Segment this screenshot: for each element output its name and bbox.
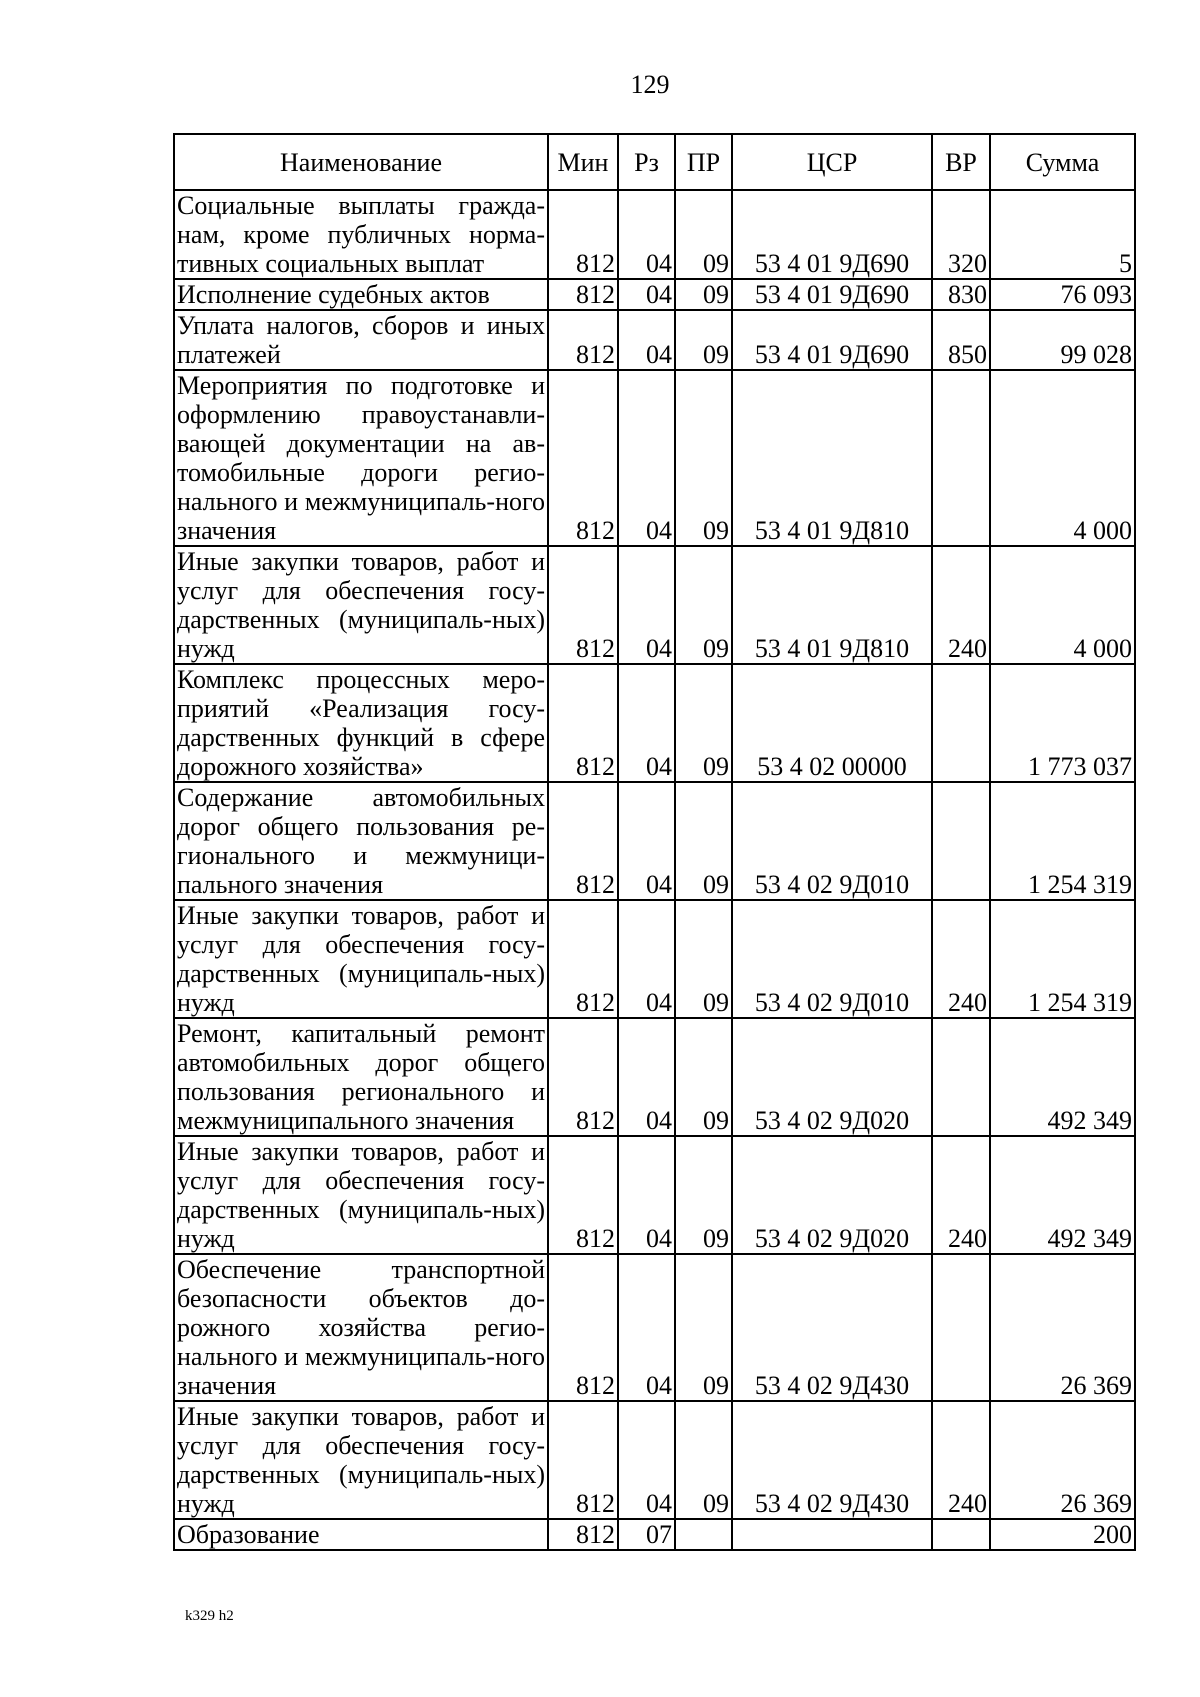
cell-csr: 53 4 01 9Д690: [732, 190, 932, 279]
cell-name: Образование: [174, 1519, 548, 1550]
cell-vr: 240: [932, 1136, 990, 1254]
cell-csr: 53 4 02 00000: [732, 664, 932, 782]
cell-min: 812: [548, 1401, 618, 1519]
table-row: [174, 1136, 1135, 1254]
cell-min: 812: [548, 546, 618, 664]
cell-min: 812: [548, 1136, 618, 1254]
cell-rz: 04: [618, 190, 675, 279]
budget-table: [173, 133, 1136, 1551]
cell-pr: 09: [675, 1401, 732, 1519]
cell-name: Мероприятия по подготовке и оформлению правоустанавли-вающей документации на ав-томобильные дороги регио-нального и межмуниципаль-ного значения: [174, 370, 548, 546]
cell-min: 812: [548, 370, 618, 546]
cell-sum: 1 773 037: [990, 664, 1135, 782]
cell-csr: 53 4 02 9Д020: [732, 1018, 932, 1136]
table-row: [174, 546, 1135, 664]
cell-vr: [932, 782, 990, 900]
table-row: [174, 190, 1135, 279]
cell-pr: 09: [675, 1136, 732, 1254]
cell-name: Комплекс процессных меро-приятий «Реализация госу-дарственных функций в сфере дорожного хозяйства»: [174, 664, 548, 782]
cell-vr: [932, 1018, 990, 1136]
cell-pr: 09: [675, 1254, 732, 1401]
cell-vr: [932, 664, 990, 782]
page-number: 129: [630, 70, 670, 99]
cell-rz: 07: [618, 1519, 675, 1550]
header-pr: ПР: [675, 134, 732, 190]
cell-vr: [932, 1254, 990, 1401]
header-min: Мин: [548, 134, 618, 190]
cell-pr: 09: [675, 370, 732, 546]
cell-vr: 850: [932, 310, 990, 370]
cell-sum: 1 254 319: [990, 900, 1135, 1018]
cell-pr: 09: [675, 310, 732, 370]
cell-min: 812: [548, 1254, 618, 1401]
cell-name: Содержание автомобильных дорог общего пользования ре-гионального и межмуници-пального значения: [174, 782, 548, 900]
cell-csr: 53 4 02 9Д430: [732, 1401, 932, 1519]
header-sum: Сумма: [990, 134, 1135, 190]
cell-pr: 09: [675, 664, 732, 782]
cell-vr: 240: [932, 546, 990, 664]
header-vr: ВР: [932, 134, 990, 190]
cell-rz: 04: [618, 310, 675, 370]
cell-sum: 99 028: [990, 310, 1135, 370]
cell-sum: 76 093: [990, 279, 1135, 310]
cell-name: Иные закупки товаров, работ и услуг для обеспечения госу-дарственных (муниципаль-ных) нужд: [174, 900, 548, 1018]
cell-name: Исполнение судебных актов: [174, 279, 548, 310]
cell-vr: [932, 370, 990, 546]
cell-rz: 04: [618, 782, 675, 900]
cell-min: 812: [548, 1519, 618, 1550]
cell-name: Уплата налогов, сборов и иных платежей: [174, 310, 548, 370]
header-csr: ЦСР: [732, 134, 932, 190]
table-row: [174, 1519, 1135, 1550]
table-row: [174, 310, 1135, 370]
cell-csr: 53 4 01 9Д810: [732, 546, 932, 664]
cell-sum: 4 000: [990, 370, 1135, 546]
cell-csr: 53 4 02 9Д430: [732, 1254, 932, 1401]
cell-pr: 09: [675, 546, 732, 664]
cell-rz: 04: [618, 546, 675, 664]
cell-pr: [675, 1519, 732, 1550]
cell-sum: 200: [990, 1519, 1135, 1550]
cell-csr: 53 4 02 9Д010: [732, 900, 932, 1018]
cell-sum: 492 349: [990, 1136, 1135, 1254]
cell-pr: 09: [675, 782, 732, 900]
cell-name: Социальные выплаты гражда-нам, кроме публичных норма-тивных социальных выплат: [174, 190, 548, 279]
header-row: [174, 134, 1135, 190]
cell-csr: 53 4 01 9Д690: [732, 310, 932, 370]
table-row: [174, 1018, 1135, 1136]
cell-vr: [932, 1519, 990, 1550]
cell-rz: 04: [618, 664, 675, 782]
cell-vr: 320: [932, 190, 990, 279]
cell-name: Иные закупки товаров, работ и услуг для обеспечения госу-дарственных (муниципаль-ных) нужд: [174, 1136, 548, 1254]
cell-pr: 09: [675, 279, 732, 310]
header-rz: Рз: [618, 134, 675, 190]
cell-vr: 240: [932, 1401, 990, 1519]
cell-min: 812: [548, 900, 618, 1018]
cell-min: 812: [548, 279, 618, 310]
cell-csr: 53 4 01 9Д810: [732, 370, 932, 546]
cell-rz: 04: [618, 1254, 675, 1401]
cell-name: Иные закупки товаров, работ и услуг для обеспечения госу-дарственных (муниципаль-ных) нужд: [174, 546, 548, 664]
cell-rz: 04: [618, 1401, 675, 1519]
cell-sum: 26 369: [990, 1254, 1135, 1401]
table-row: [174, 279, 1135, 310]
table-row: [174, 664, 1135, 782]
cell-sum: 26 369: [990, 1401, 1135, 1519]
cell-sum: 4 000: [990, 546, 1135, 664]
table-row: [174, 900, 1135, 1018]
cell-rz: 04: [618, 279, 675, 310]
cell-pr: 09: [675, 1018, 732, 1136]
cell-min: 812: [548, 310, 618, 370]
cell-rz: 04: [618, 900, 675, 1018]
cell-pr: 09: [675, 900, 732, 1018]
cell-csr: 53 4 01 9Д690: [732, 279, 932, 310]
cell-csr: 53 4 02 9Д010: [732, 782, 932, 900]
cell-min: 812: [548, 782, 618, 900]
header-name: Наименование: [174, 134, 548, 190]
table-row: [174, 1254, 1135, 1401]
table-header: [174, 134, 1135, 190]
cell-min: 812: [548, 1018, 618, 1136]
cell-name: Иные закупки товаров, работ и услуг для обеспечения госу-дарственных (муниципаль-ных) нужд: [174, 1401, 548, 1519]
cell-sum: 5: [990, 190, 1135, 279]
cell-min: 812: [548, 664, 618, 782]
footer-code: k329 h2: [185, 1608, 234, 1624]
cell-vr: 830: [932, 279, 990, 310]
table-row: [174, 782, 1135, 900]
cell-rz: 04: [618, 1018, 675, 1136]
cell-vr: 240: [932, 900, 990, 1018]
cell-rz: 04: [618, 370, 675, 546]
cell-csr: [732, 1519, 932, 1550]
table-row: [174, 370, 1135, 546]
cell-min: 812: [548, 190, 618, 279]
cell-pr: 09: [675, 190, 732, 279]
cell-name: Обеспечение транспортной безопасности объектов до-рожного хозяйства регио-нального и межмуниципаль-ного значения: [174, 1254, 548, 1401]
table-body: [174, 190, 1135, 1550]
table-row: [174, 1401, 1135, 1519]
cell-csr: 53 4 02 9Д020: [732, 1136, 932, 1254]
cell-rz: 04: [618, 1136, 675, 1254]
cell-name: Ремонт, капитальный ремонт автомобильных дорог общего пользования регионального и межмуниципального значения: [174, 1018, 548, 1136]
cell-sum: 1 254 319: [990, 782, 1135, 900]
cell-sum: 492 349: [990, 1018, 1135, 1136]
